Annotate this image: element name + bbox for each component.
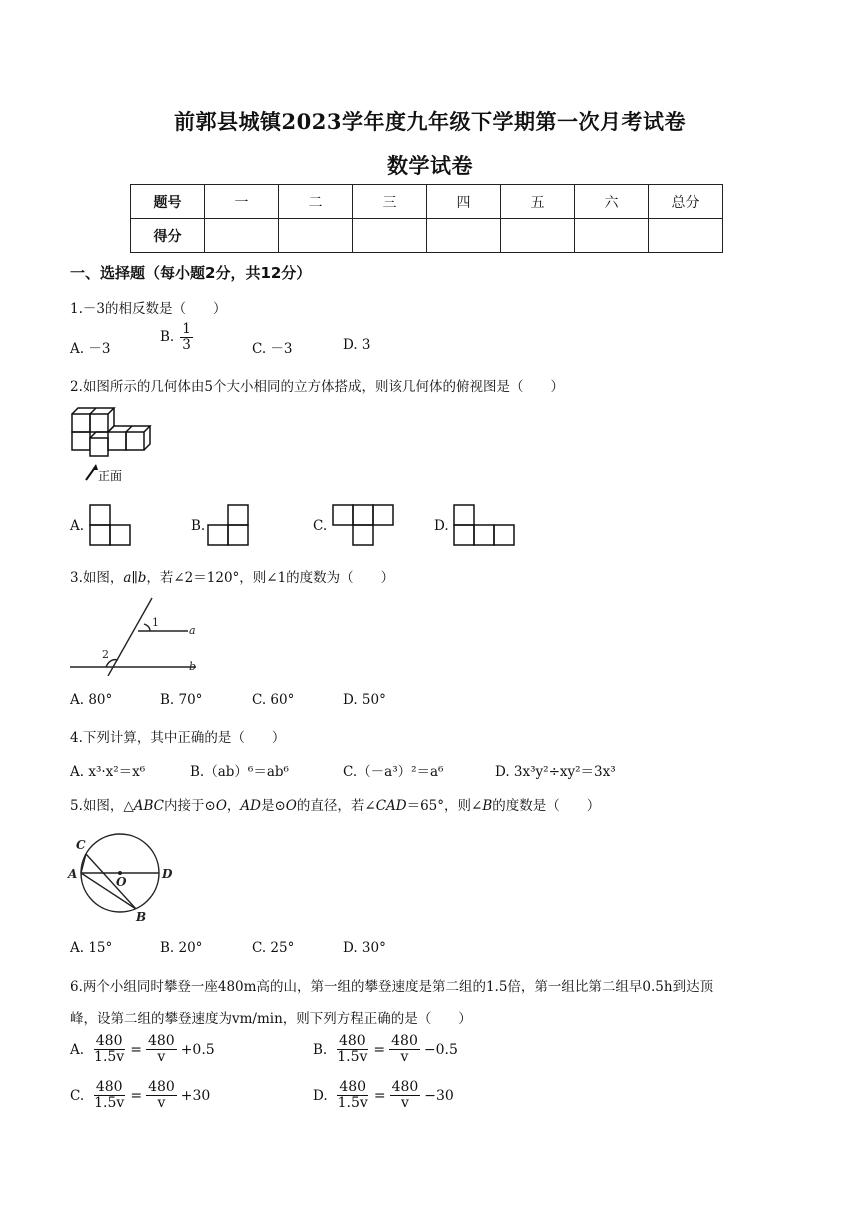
question-1-stem: 1.－3的相反数是（ ） xyxy=(70,301,227,317)
question-6-stem-line2: 峰，设第二组的攀登速度为vm/min，则下列方程正确的是（ ） xyxy=(70,1011,472,1027)
fraction-numerator: 480 xyxy=(148,1079,175,1095)
equation-tail: −30 xyxy=(424,1087,454,1104)
q6-option-label: D. xyxy=(313,1087,328,1104)
q1-option-d: D. 3 xyxy=(343,337,371,353)
fraction-denominator: v xyxy=(157,1049,166,1066)
q1-option-c: C. －3 xyxy=(252,341,293,357)
section-heading: 一、选择题（每小题2分，共12分） xyxy=(70,264,312,282)
q4-option-d: D. 3x³y²÷xy²＝3x³ xyxy=(495,764,616,780)
score-header-cell: 一 xyxy=(205,185,279,219)
q3-option-a: A. 80° xyxy=(70,692,113,708)
question-6-stem-line1: 6.两个小组同时攀登一座480m高的山，第一组的攀登速度是第二组的1.5倍，第一组比第二组早0.5h到达顶 xyxy=(70,979,714,995)
score-cell xyxy=(649,219,723,253)
fraction xyxy=(146,1034,177,1066)
question-4-stem: 4.下列计算，其中正确的是（ ） xyxy=(70,730,286,746)
q5-option-c: C. 25° xyxy=(252,940,295,956)
fraction-numerator: 480 xyxy=(339,1079,367,1095)
score-header-cell: 题号 xyxy=(131,185,205,219)
fraction xyxy=(92,1034,126,1066)
fraction-denominator: 1.5v xyxy=(94,1095,125,1112)
q5-option-a: A. 15° xyxy=(70,940,113,956)
fraction-denominator: 1.5v xyxy=(94,1049,125,1066)
score-cell xyxy=(279,219,353,253)
fraction-numerator: 480 xyxy=(338,1033,366,1049)
fraction-denominator: v xyxy=(400,1049,409,1066)
q4-option-c: C.（－a³）²＝a⁶ xyxy=(343,764,444,780)
q2-option-a: A. xyxy=(70,518,85,534)
score-header-cell: 六 xyxy=(575,185,649,219)
q1-option-b xyxy=(160,322,193,353)
q3-option-d: D. 50° xyxy=(343,692,386,708)
q1-option-b-label: B. xyxy=(160,329,175,346)
q3-label-a: a xyxy=(189,624,196,637)
equals-sign: = xyxy=(130,1087,143,1104)
fraction-denominator: 1.5v xyxy=(337,1049,368,1066)
fraction xyxy=(390,1080,421,1112)
exam-title: 前郭县城镇2023学年度九年级下学期第一次月考试卷 xyxy=(174,109,686,134)
fraction-numerator: 1 xyxy=(182,321,191,337)
fraction xyxy=(146,1080,177,1112)
q2-option-c: C. xyxy=(313,518,328,534)
question-3-stem: 3.如图，a∥b，若∠2＝120°，则∠1的度数为（ ） xyxy=(70,570,395,586)
equation-tail: +0.5 xyxy=(180,1041,215,1058)
q3-option-b: B. 70° xyxy=(160,692,203,708)
q5-label-b: B xyxy=(136,910,147,922)
q6-option-d xyxy=(313,1080,454,1112)
q5-label-d: D xyxy=(162,867,173,881)
q6-option-label: B. xyxy=(313,1041,328,1058)
fraction-denominator: v xyxy=(400,1095,409,1112)
score-cell xyxy=(427,219,501,253)
equation-tail: −0.5 xyxy=(423,1041,458,1058)
q2-option-b-shape xyxy=(207,504,249,546)
fraction xyxy=(389,1034,420,1066)
q6-option-a xyxy=(70,1034,215,1066)
question-5-stem: 5.如图，△ABC内接于⊙O，AD是⊙O的直径，若∠CAD＝65°，则∠B的度数是（ ） xyxy=(70,798,601,814)
q6-option-b xyxy=(313,1034,458,1066)
q5-label-o: O xyxy=(116,875,127,889)
score-table-header-row xyxy=(131,185,723,219)
q2-option-d: D. xyxy=(434,518,449,534)
score-cell xyxy=(575,219,649,253)
equals-sign: = xyxy=(373,1087,386,1104)
q1-option-b-fraction xyxy=(180,322,193,353)
score-header-cell: 四 xyxy=(427,185,501,219)
score-cell xyxy=(353,219,427,253)
fraction-numerator: 480 xyxy=(391,1033,418,1049)
q4-option-a: A. x³·x²＝x⁶ xyxy=(70,764,146,780)
q6-option-label: A. xyxy=(70,1041,85,1058)
q2-front-label: 正面 xyxy=(98,469,123,483)
fraction-denominator: 3 xyxy=(182,336,191,353)
score-table xyxy=(130,184,723,253)
score-header-cell: 总分 xyxy=(649,185,723,219)
score-header-cell: 五 xyxy=(501,185,575,219)
q3-parallel-lines-figure xyxy=(68,594,200,676)
exam-subtitle: 数学试卷 xyxy=(387,153,473,178)
fraction-numerator: 480 xyxy=(95,1033,123,1049)
q5-option-d: D. 30° xyxy=(343,940,386,956)
equals-sign: = xyxy=(130,1041,142,1058)
q3-label-1: 1 xyxy=(152,616,159,629)
question-2-stem: 2.如图所示的几何体由5个大小相同的立方体搭成，则该几何体的俯视图是（ ） xyxy=(70,379,564,395)
q6-option-c xyxy=(70,1080,210,1112)
score-table-score-row xyxy=(131,219,723,253)
fraction-denominator: 1.5v xyxy=(337,1095,368,1112)
q2-option-a-shape xyxy=(89,504,131,546)
q5-label-c: C xyxy=(76,838,86,852)
score-row-label: 得分 xyxy=(131,219,205,253)
q4-option-b: B.（ab）⁶＝ab⁶ xyxy=(190,764,289,780)
score-cell xyxy=(501,219,575,253)
fraction-numerator: 480 xyxy=(95,1079,123,1095)
q5-label-a: A xyxy=(68,867,78,881)
q5-circle-figure xyxy=(66,828,178,922)
score-cell xyxy=(205,219,279,253)
equation-tail: +30 xyxy=(180,1087,211,1104)
fraction-denominator: v xyxy=(157,1095,166,1112)
q1-option-a: A. －3 xyxy=(70,341,111,357)
q2-option-b: B. xyxy=(191,518,206,534)
q2-option-c-shape xyxy=(332,504,394,546)
fraction xyxy=(336,1080,370,1112)
fraction xyxy=(92,1080,126,1112)
score-header-cell: 三 xyxy=(353,185,427,219)
q5-option-b: B. 20° xyxy=(160,940,203,956)
q3-option-c: C. 60° xyxy=(252,692,295,708)
q2-option-d-shape xyxy=(453,504,515,546)
q6-option-label: C. xyxy=(70,1087,85,1104)
fraction-numerator: 480 xyxy=(147,1033,175,1049)
q2-solid-figure xyxy=(68,404,152,486)
q3-label-2: 2 xyxy=(102,648,109,661)
equals-sign: = xyxy=(373,1041,386,1058)
fraction-numerator: 480 xyxy=(391,1079,419,1095)
fraction xyxy=(335,1034,369,1066)
q3-label-b: b xyxy=(189,660,197,673)
score-header-cell: 二 xyxy=(279,185,353,219)
